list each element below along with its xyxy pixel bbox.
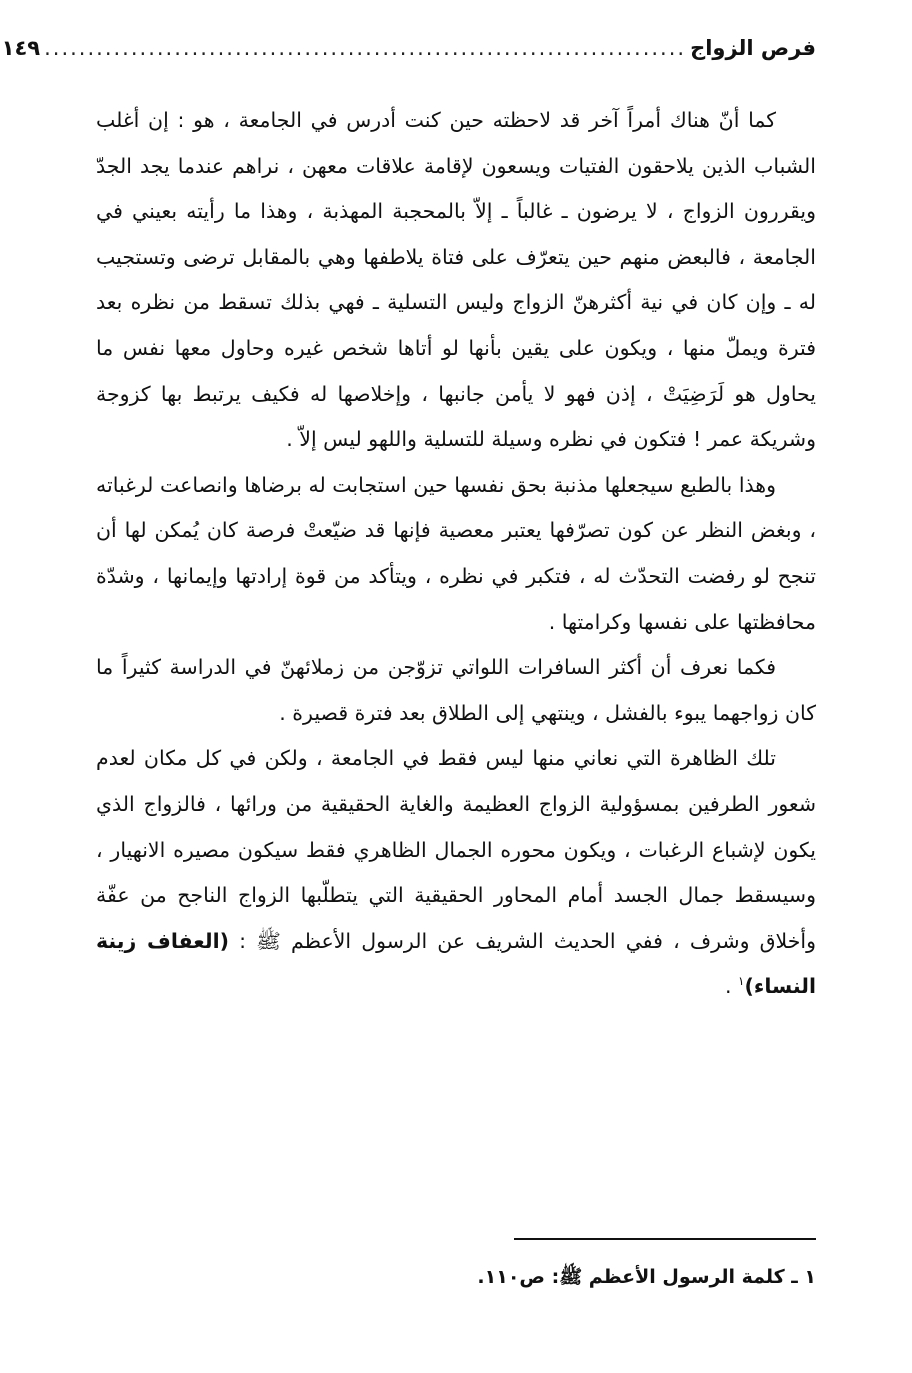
paragraph-3: فكما نعرف أن أكثر السافرات اللواتي تزوّجن من زملائهنّ في الدراسة كثيراً ما كان زواجهما يبوء بالفشل ، وينتهي إلى الطلاق بعد فترة قصيرة . [96,655,816,725]
page-number: ١٤٩ [1,36,41,60]
header-title: فرص الزواج [690,36,816,60]
paragraph-4-end: . [725,974,739,999]
footnote-divider [514,1238,816,1240]
running-header [1,30,816,66]
hadith-quote: (العفاف زينة النساء) [96,928,816,999]
body-text [96,98,816,1010]
header-leader-dots: .......................................................................... [44,36,687,60]
paragraph-4 [96,736,816,1010]
footnote-reference: ١ [738,974,745,989]
footnote: ١ ـ كلمة الرسول الأعظم ﷺ: ص١١٠. [477,1266,816,1288]
paragraph-1: كما أنّ هناك أمراً آخر قد لاحظته حين كنت أدرس في الجامعة ، هو : إن أغلب الشباب الذين يلاحقون الفتيات ويسعون لإقامة علاقات معهن ، نراهم عندما يجد الجدّ ويقررون الزواج ، لا يرضون ـ غالباً ـ إلاّ بالمحجبة المهذبة ، وهذا ما رأيته بعيني في الجامعة ، فالبعض منهم حين يتعرّف على فتاة يلاطفها وهي بالمقابل ترضى وتستجيب له ـ وإن كان في نية أكثرهنّ الزواج وليس التسلية ـ فهي بذلك تسقط من نظره بعد فترة ويملّ منها ، ويكون على يقين بأنها لو أتاها شخص غيره وحاول معها نفس ما يحاول هو لَرَضِيَتْ ، إذن فهو لا يأمن جانبها ، وإخلاصها له فكيف يرتبط بها كزوجة وشريكة عمر ! فتكون في نظره وسيلة للتسلية واللهو ليس إلاّ . [96,108,816,452]
paragraph-2: وهذا بالطبع سيجعلها مذنبة بحق نفسها حين استجابت له برضاها وانصاعت لرغباته ، وبغض النظر عن كون تصرّفها يعتبر معصية فإنها قد ضيّعتْ فرصة كان يُمكن لها أن تنجح لو رفضت التحدّث له ، فتكبر في نظره ، ويتأكد من قوة إرادتها وإيمانها ، وشدّة محافظتها على نفسها وكرامتها . [96,472,816,634]
paragraph-4-text: تلك الظاهرة التي نعاني منها ليس فقط في الجامعة ، ولكن في كل مكان لعدم شعور الطرفين بمسؤولية الزواج العظيمة والغاية الحقيقية من ورائها ، فالزواج الذي يكون لإشباع الرغبات ، ويكون محوره الجمال الظاهري فقط سيكون مصيره الانهيار ، وسيسقط جمال الجسد أمام المحاور الحقيقية التي يتطلّبها الزواج الناجح من عفّة وأخلاق وشرف ، ففي الحديث الشريف عن الرسول الأعظم ﷺ : [96,746,816,953]
